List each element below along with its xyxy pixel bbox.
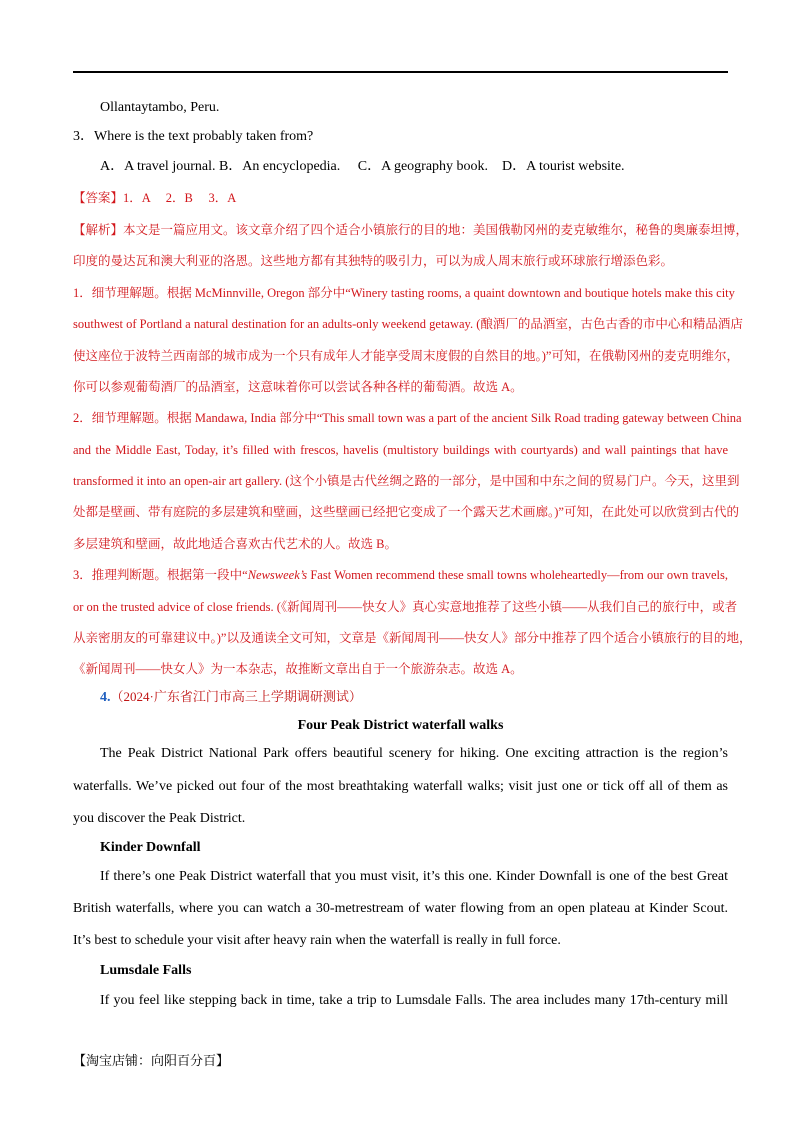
place-line: Ollantaytambo, Peru.: [100, 100, 220, 115]
analysis-p1-line-1: 1．细节理解题。根据 McMinnville, Oregon 部分中“Winery tasting rooms, a quaint downtown and boutique hotels make this city: [73, 286, 735, 300]
intro-line-3: you discover the Peak District.: [73, 811, 246, 826]
answer-line: [73, 189, 236, 207]
question-4-header: [100, 688, 362, 707]
section-kinder-heading: Kinder Downfall: [100, 840, 201, 855]
kinder-line-3: It’s best to schedule your visit after heavy rain when the waterfall is really in full force.: [73, 933, 561, 948]
footer-shop: 【淘宝店铺：向阳百分百】: [73, 1053, 230, 1068]
question-4-source: （2024·广东省江门市高三上学期调研测试）: [110, 689, 362, 704]
newsweek-italic: Newsweek’s: [247, 568, 308, 582]
question-4-number: 4.: [100, 690, 111, 705]
analysis-p1-line-2: southwest of Portland a natural destination for an adults-only weekend getaway. (酿酒厂的品酒室，古色古香的市中心和精品酒店: [73, 317, 743, 331]
answer-label: 【答案】: [73, 191, 124, 205]
lumsdale-line-1: If you feel like stepping back in time, take a trip to Lumsdale Falls. The area includes many 17th-century mill: [100, 993, 728, 1008]
analysis-line-2: 印度的曼达瓦和澳大利亚的洛恩。这些地方都有其独特的吸引力，可以为成人周末旅行或环球旅行增添色彩。: [73, 254, 674, 268]
kinder-line-1: If there’s one Peak District waterfall that you must visit, it’s this one. Kinder Downfall is one of the best Great: [100, 869, 728, 884]
analysis-p2-line-1: 2．细节理解题。根据 Mandawa, India 部分中“This small town was a part of the ancient Silk Road trading gateway between China: [73, 411, 742, 425]
analysis-p3-line-1: 3．推理判断题。根据第一段中“Newsweek’s Fast Women recommend these small towns wholeheartedly—from our own travels,: [73, 568, 728, 582]
analysis-p3-line-3: 从亲密朋友的可靠建议中。)”以及通读全文可知，文章是《新闻周刊——快女人》部分中推荐了四个适合小镇旅行的目的地，: [73, 631, 752, 645]
answer-text: 1．A 2．B 3．A: [123, 191, 237, 205]
analysis-p1-line-3: 使这座位于波特兰西南部的城市成为一个只有成年人才能享受周末度假的自然目的地。)”可知，在俄勒冈州的麦克明维尔，: [73, 349, 739, 363]
analysis-p3-line-2: or on the trusted advice of close friends. (《新闻周刊——快女人》真心实意地推荐了这些小镇——从我们自己的旅行中，或者: [73, 600, 738, 614]
analysis-p1-line-4: 你可以参观葡萄酒厂的品酒室，这意味着你可以尝试各种各样的葡萄酒。故选 A。: [73, 380, 523, 394]
passage-title: Four Peak District waterfall walks: [297, 718, 504, 733]
kinder-line-2: British waterfalls, where you can watch a 30-metrestream of water flowing from an open plateau at Kinder Scout.: [73, 901, 728, 916]
analysis-p3-line-4: 《新闻周刊——快女人》为一本杂志，故推断文章出自于一个旅游杂志。故选 A。: [73, 662, 523, 676]
analysis-label: 【解析】: [73, 223, 124, 237]
analysis-line-1: 【解析】本文是一篇应用文。该文章介绍了四个适合小镇旅行的目的地：美国俄勒冈州的麦克敏维尔，秘鲁的奥廉泰坦博，: [73, 223, 749, 237]
question-3: 3．Where is the text probably taken from?: [73, 129, 314, 144]
analysis-p2-line-2: and the Middle East, Today, it’s filled with frescos, havelis (multistory buildings with courtyards) and wall paintings that have: [73, 443, 728, 457]
analysis-p2-line-3: transformed it into an open-air art gallery. (这个小镇是古代丝绸之路的一部分，是中国和中东之间的贸易门户。今天，这里到: [73, 474, 740, 488]
question-3-options: A．A travel journal. B．An encyclopedia. C．A geography book. D．A tourist website.: [100, 159, 625, 174]
analysis-p2-line-5: 多层建筑和壁画，故此地适合喜欢古代艺术的人。故选 B。: [73, 537, 397, 551]
intro-line-1: The Peak District National Park offers beautiful scenery for hiking. One exciting attraction is the region’s: [100, 746, 728, 761]
analysis-p2-line-4: 处都是壁画、带有庭院的多层建筑和壁画，这些壁画已经把它变成了一个露天艺术画廊。)”可知，在此处可以欣赏到古代的: [73, 505, 739, 519]
header-rule: [73, 71, 728, 73]
intro-line-2: waterfalls. We’ve picked out four of the most breathtaking waterfall walks; visit just one or tick off all of them as: [73, 779, 728, 794]
section-lumsdale-heading: Lumsdale Falls: [100, 963, 192, 978]
